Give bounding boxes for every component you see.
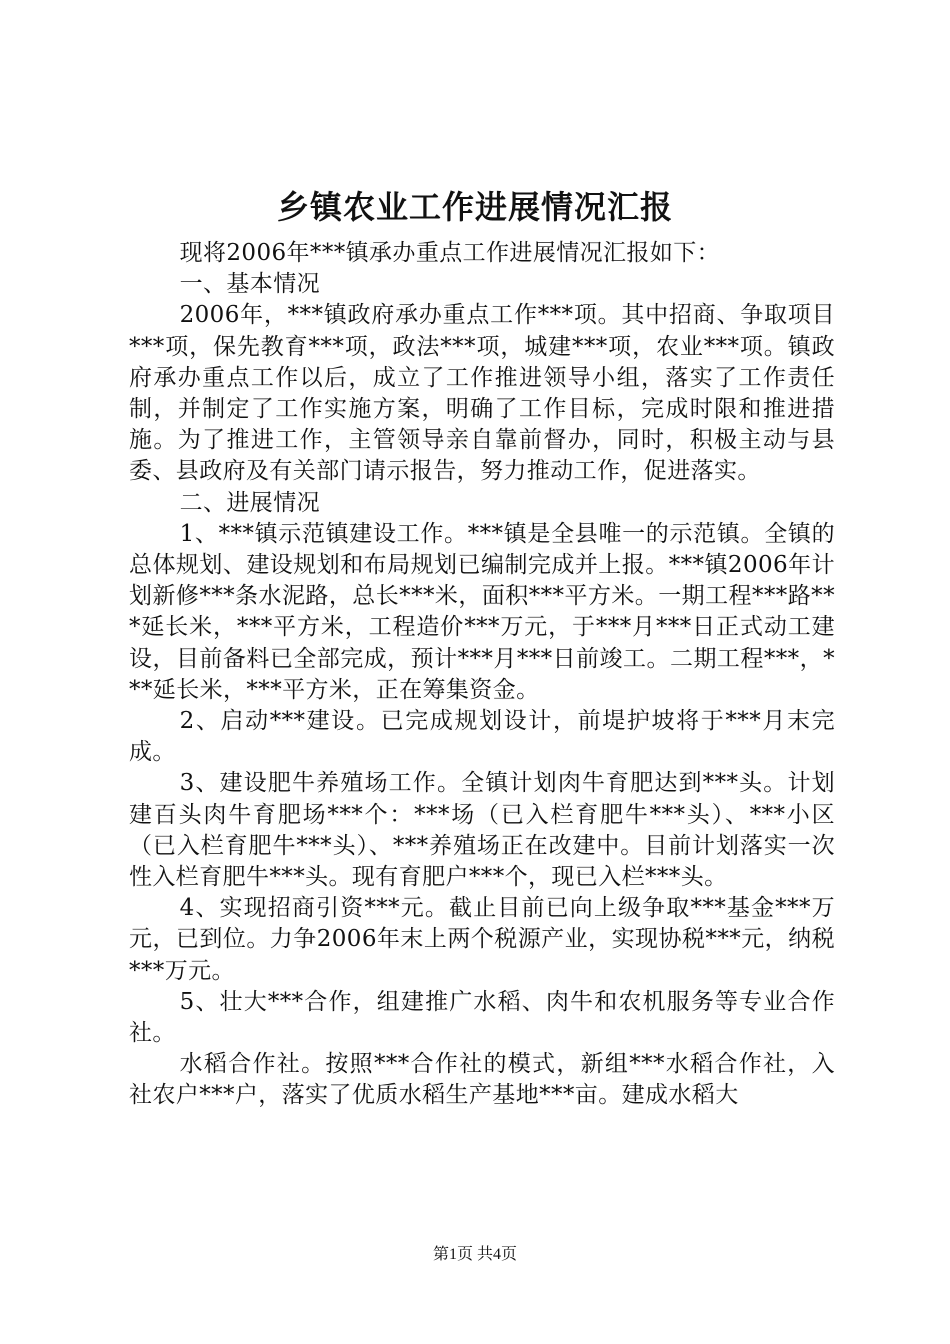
section-heading-progress: 二、进展情况 (179, 489, 320, 516)
document-body (129, 238, 835, 1112)
rice-cooperative-paragraph: 水稻合作社。按照***合作社的模式，新组***水稻合作社，入社农户***户，落实了优质水稻生产基地***亩。建成水稻大 (129, 1051, 835, 1109)
progress-item-3: 3、建设肥牛养殖场工作。全镇计划肉牛育肥达到***头。计划建百头肉牛育肥场***个：***场（已入栏育肥牛***头）、***小区（已入栏育肥牛***头）、***养殖场正在改建中。目前计划落实一次性入栏育肥牛***头。现有育肥户***个，现已入栏***头。 (129, 770, 835, 891)
progress-item-1: 1、***镇示范镇建设工作。***镇是全县唯一的示范镇。全镇的总体规划、建设规划和布局规划已编制完成并上报。***镇2006年计划新修***条水泥路，总长***米，面积***平方米。一期工程***路***延长米，***平方米，工程造价***万元，于***月***日正式动工建设，目前备料已全部完成，预计***月***日前竣工。二期工程***，***延长米，***平方米，正在筹集资金。 (129, 520, 835, 703)
intro-paragraph: 现将2006年***镇承办重点工作进展情况汇报如下： (179, 240, 721, 266)
document-title: 乡镇农业工作进展情况汇报 (276, 188, 673, 226)
basic-situation-paragraph: 2006年，***镇政府承办重点工作***项。其中招商、争取项目***项，保先教育***项，政法***项，城建***项，农业***项。镇政府承办重点工作以后，成立了工作推进领导小组，落实了工作责任制，并制定了工作实施方案，明确了工作目标，完成时限和推进措施。为了推进工作，主管领导亲自靠前督办，同时，积极主动与县委、县政府及有关部门请示报告，努力推动工作，促进落实。 (129, 302, 835, 485)
progress-item-4: 4、实现招商引资***元。截止目前已向上级争取***基金***万元，已到位。力争2006年末上两个税源产业，实现协税***元，纳税***万元。 (129, 895, 835, 984)
page-number-footer: 第1页 共4页 (432, 1246, 517, 1263)
progress-item-5: 5、壮大***合作，组建推广水稻、肉牛和农机服务等专业合作社。 (129, 988, 835, 1047)
section-heading-basic: 一、基本情况 (179, 271, 320, 298)
progress-item-2: 2、启动***建设。已完成规划设计，前堤护坡将于***月末完成。 (129, 708, 835, 766)
